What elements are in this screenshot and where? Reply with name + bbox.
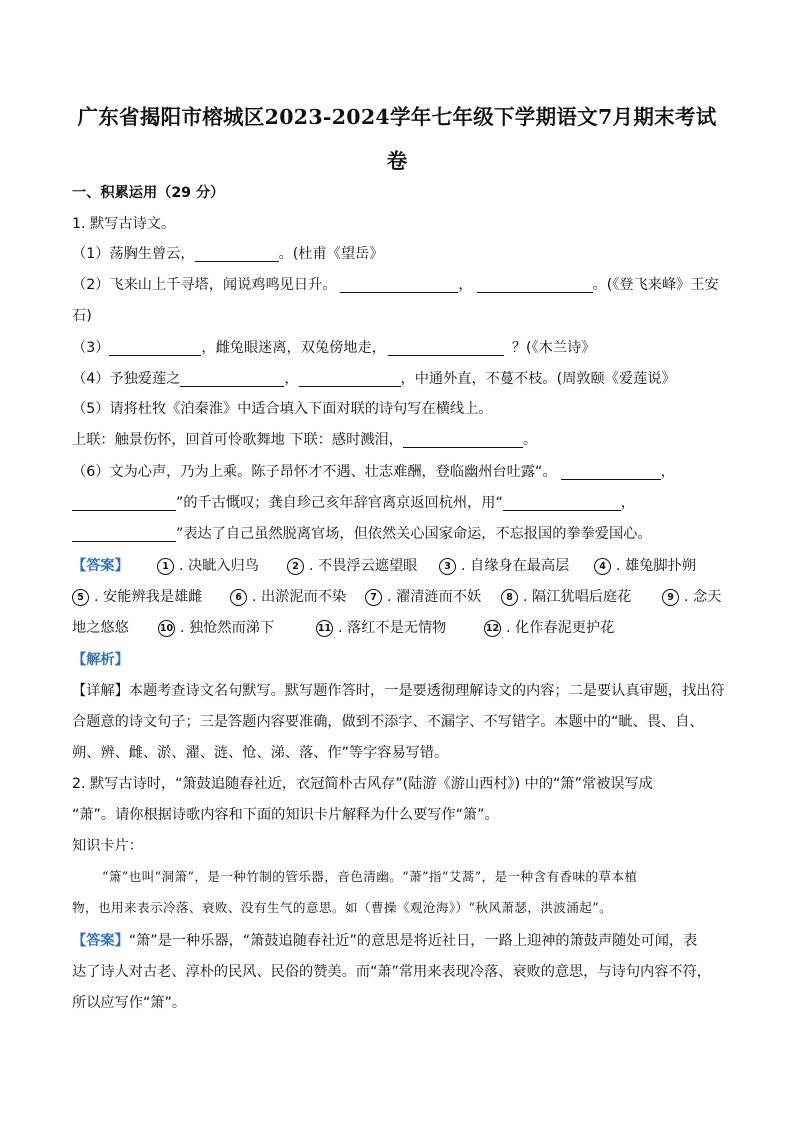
answer-2-line-1: [72, 931, 732, 951]
answer-item-1: [157, 556, 287, 576]
circled-number-icon: 2: [287, 558, 304, 575]
blank-9: [561, 465, 661, 480]
question-1-part-6-line-2: [72, 493, 732, 513]
document-title-line2: 卷: [386, 149, 408, 173]
blank-11: [503, 496, 621, 511]
answer-text: . 化作春泥更护花: [506, 620, 615, 636]
q1p3-text-a: （3）: [72, 340, 110, 356]
q1p1-text-b: 。(杜甫《望岳》: [278, 246, 384, 262]
answer-2-line-2: 达了诗人对古老、淳朴的民风、民俗的赞美。而“萧”常用来表现冷落、衰败的意思，与诗句内容不符，: [72, 964, 711, 980]
q1p2-text-a: （2）飞来山上千寻塔，闻说鸡鸣见日升。: [72, 277, 337, 293]
blank-7: [299, 372, 401, 387]
answer-text: . 落红不是无情物: [338, 620, 447, 636]
answer-item-10: [158, 618, 316, 638]
question-2-line-2: “萧”。请你根据诗歌内容和下面的知识卡片解释为什么要写作“箫”。: [72, 807, 499, 823]
q1p6-text-d: ，: [620, 495, 636, 511]
answer-text: . 独怆然而涕下: [180, 620, 275, 636]
question-2-line-1: 2. 默写古诗时，“箫鼓追随春社近，衣冠简朴古风存”(陆游《游山西村》) 中的“箫”常被误写成: [72, 776, 653, 792]
knowledge-card-label: 知识卡片：: [72, 838, 143, 854]
circled-number-icon: 6: [230, 589, 247, 606]
answer-item-12: [484, 618, 614, 638]
q1p3-text-c: ？(《木兰诗》: [511, 340, 596, 356]
blank-10: [72, 496, 176, 511]
question-1-part-3: [72, 338, 732, 358]
answer-text: . 隔江犹唱后庭花: [523, 589, 632, 605]
answer-text: . 自缘身在最高层: [461, 558, 570, 574]
answer-label: 【答案】: [72, 558, 129, 574]
question-1-part-4: [72, 369, 732, 389]
blank-1: [195, 247, 279, 262]
circled-number-icon: 1: [157, 558, 174, 575]
circled-number-icon: 4: [594, 558, 611, 575]
question-1-part-5: （5）请将杜牧《泊秦淮》中适合填入下面对联的诗句写在横线上。: [72, 401, 493, 417]
knowledge-card-line-1: “箫”也叫“洞箫”，是一种竹制的管乐器，音色清幽。“萧”指“艾蒿”，是一种含有香味的草本植: [102, 869, 638, 884]
circled-number-icon: 3: [439, 558, 456, 575]
question-1-part-6: [72, 462, 732, 482]
question-1-part-6-line-3: [72, 524, 732, 544]
answer-text: . 濯清涟而不妖: [387, 589, 482, 605]
q1p4-text-b: ，: [284, 371, 299, 387]
blank-12: [72, 527, 176, 542]
answer-item-11: [316, 618, 484, 638]
question-1-part-2: [72, 275, 732, 295]
question-1-stem: 1. 默写古诗文。: [72, 216, 176, 232]
q1p3-text-b: ，雌兔眼迷离，双兔傍地走，: [201, 340, 386, 356]
analysis-label: 【解析】: [72, 652, 129, 668]
circled-number-icon: 7: [365, 589, 382, 606]
blank-8: [403, 433, 523, 448]
circled-number-icon: 10: [158, 620, 175, 637]
answer-item-2: [287, 556, 439, 576]
detail-label: 【详解】: [72, 683, 129, 699]
document-title-line1: 广东省揭阳市榕城区2023-2024学年七年级下学期语文7月期末考试: [77, 105, 717, 129]
blank-2: [340, 278, 458, 293]
section-heading: 一、积累运用（29 分）: [72, 185, 225, 201]
answer-2-label: 【答案】: [72, 933, 129, 949]
blank-3: [477, 278, 593, 293]
answer-item-5: [72, 587, 230, 607]
circled-number-icon: 5: [72, 589, 89, 606]
blank-5: [388, 341, 504, 356]
circled-number-icon: 9: [662, 589, 679, 606]
answer-text: . 出淤泥而不染: [252, 589, 347, 605]
q1p4-text-a: （4）予独爱莲之: [72, 371, 181, 387]
answer-item-8: [501, 587, 662, 607]
answer-1-row-1: [72, 556, 732, 576]
answer-item-3: [439, 556, 594, 576]
answer-text: . 雄兔脚扑朔: [616, 558, 696, 574]
q1p6-text-a: （6）文为心声，乃为上乘。陈子昂怀才不遇、壮志难酬，登临幽州台吐露“。: [72, 464, 557, 480]
q1p6-text-e: ”表达了自己虽然脱离官场，但依然关心国家命运，不忘报国的拳拳爱国心。: [176, 526, 652, 542]
circled-number-icon: 8: [501, 589, 518, 606]
q1p1-text-a: （1）荡胸生曾云，: [72, 246, 195, 262]
answer-2-text-1: “箫”是一种乐器，“箫鼓追随春社近”的意思是将近社日，一路上迎神的箫鼓声随处可闻，表: [128, 933, 698, 949]
circled-number-icon: 11: [316, 620, 333, 637]
q1p6-text-c: ”的千古慨叹；龚自珍己亥年辞官离京返回杭州，用“: [176, 495, 503, 511]
answer-text: . 念天: [684, 589, 722, 605]
couplet-end: 。: [522, 432, 538, 448]
analysis-detail-line-3: 朔、辨、雌、淤、濯、涟、怆、涕、落、作”等字容易写错。: [72, 745, 449, 761]
analysis-detail-line-1: [72, 681, 732, 701]
answer-2-line-3: 所以应写作“箫”。: [72, 995, 187, 1011]
answer-item-9: [662, 587, 721, 607]
blank-6: [180, 372, 284, 387]
q1p6-text-b: ，: [660, 464, 675, 480]
detail-text-1: 本题考查诗文名句默写。默写题作答时，一是要透彻理解诗文的内容；二是要认真审题，找出符: [128, 683, 725, 699]
question-1-part-2-wrap: 石): [72, 308, 92, 324]
blank-4: [109, 341, 201, 356]
couplet-text: 上联：触景伤怀，回首可怜歌舞地 下联：感时溅泪，: [72, 432, 403, 448]
answer-item-4: [594, 556, 696, 576]
circled-number-icon: 12: [484, 620, 501, 637]
couplet-line: [72, 430, 732, 450]
q1p2-text-b: ，: [458, 277, 473, 293]
answer-1-row-3: [72, 618, 732, 638]
answer-item-6: [230, 587, 365, 607]
analysis-detail-line-2: 合题意的诗文句子；三是答题内容要准确，做到不添字、不漏字、不写错字。本题中的“眦、畏、自、: [72, 714, 704, 730]
question-1-part-1: [72, 244, 732, 264]
answer-item-7: [365, 587, 501, 607]
answer-text: . 不畏浮云遮望眼: [309, 558, 418, 574]
answer-text: . 决眦入归鸟: [179, 558, 259, 574]
answer-wrap-text: 地之悠悠: [72, 620, 129, 636]
knowledge-card-line-2: 物，也用来表示冷落、衰败、没有生气的意思。如（曹操《观沧海》）“秋风萧瑟，洪波涌起”。: [72, 900, 613, 915]
answer-text: . 安能辨我是雄雌: [94, 589, 203, 605]
q1p4-text-c: ，中通外直，不蔓不枝。(周敦颐《爱莲说》: [400, 371, 676, 387]
q1p2-text-c: 。(《登飞来峰》王安: [592, 277, 719, 293]
answer-1-row-2: [72, 587, 732, 607]
